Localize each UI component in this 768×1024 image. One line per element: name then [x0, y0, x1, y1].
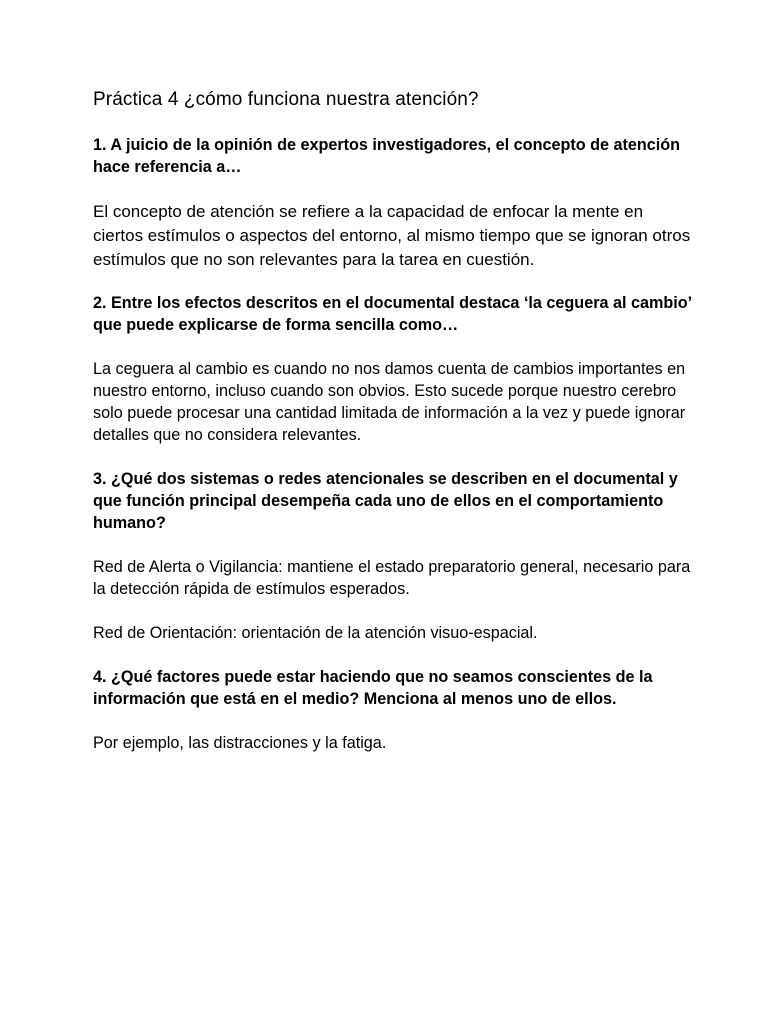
- question-1: 1. A juicio de la opinión de expertos investigadores, el concepto de atención hace referencia a…: [93, 136, 681, 176]
- answer-3-alert-network: Red de Alerta o Vigilancia: mantiene el estado preparatorio general, necesario para la detección rápida de estímulos esperados.: [93, 558, 691, 598]
- answer-2: La ceguera al cambio es cuando no nos damos cuenta de cambios importantes en nuestro entorno, incluso cuando son obvios. Esto sucede porque nuestro cerebro solo puede procesar una cantidad limitada de información a la vez y puede ignorar detalles que no considera relevantes.: [93, 360, 686, 444]
- answer-3-orientation-network: Red de Orientación: orientación de la atención visuo-espacial.: [93, 624, 538, 642]
- question-2: 2. Entre los efectos descritos en el documental destaca ‘la ceguera al cambio’ que puede explicarse de forma sencilla como…: [93, 294, 692, 334]
- question-4: 4. ¿Qué factores puede estar haciendo que no seamos conscientes de la información que está en el medio? Menciona al menos uno de ellos.: [93, 668, 653, 708]
- answer-4: Por ejemplo, las distracciones y la fatiga.: [93, 734, 387, 752]
- question-3: 3. ¿Qué dos sistemas o redes atencionales se describen en el documental y que función principal desempeña cada uno de ellos en el comportamiento humano?: [93, 470, 678, 532]
- document-page: [93, 88, 693, 776]
- answer-1: El concepto de atención se refiere a la capacidad de enfocar la mente en ciertos estímulos o aspectos del entorno, al mismo tiempo que se ignoran otros estímulos que no son relevantes para la tarea en cuestión.: [93, 202, 691, 269]
- document-title: Práctica 4 ¿cómo funciona nuestra atención?: [93, 89, 479, 110]
